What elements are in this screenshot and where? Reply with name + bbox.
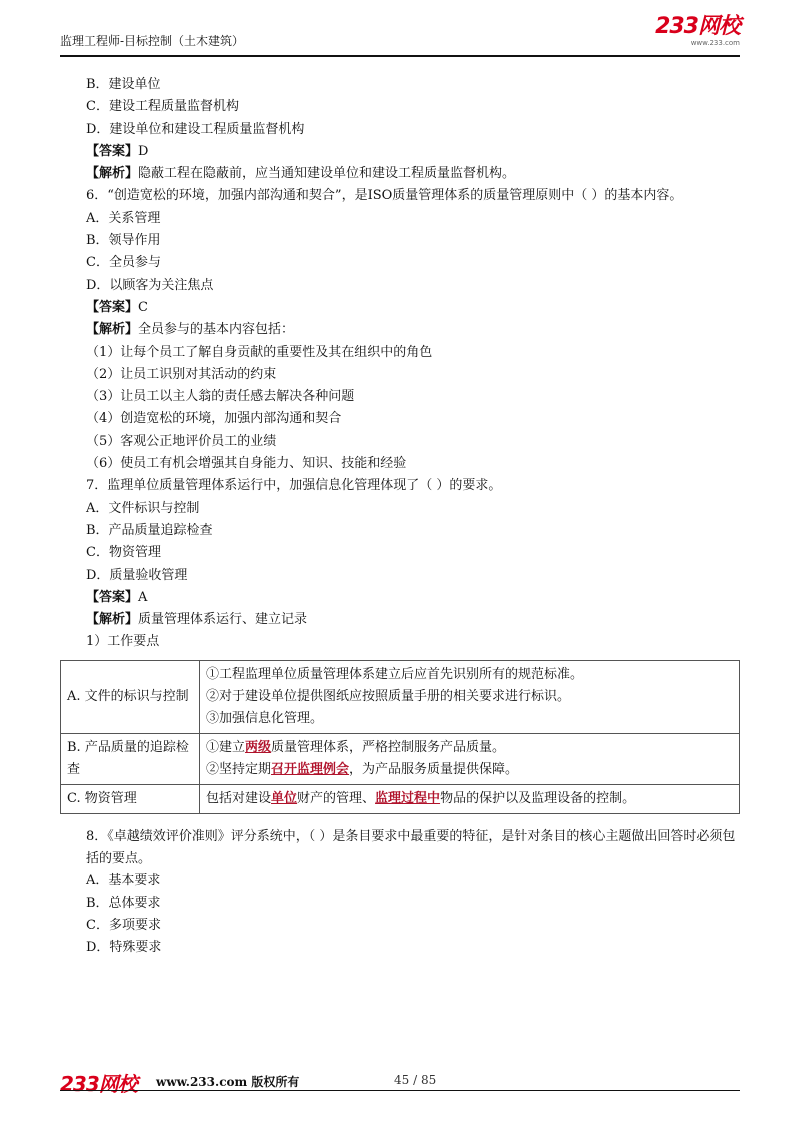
row-label: A. 文件的标识与控制 <box>61 660 200 733</box>
text-line: A．文件标识与控制 <box>86 500 200 516</box>
text-line: （6）使员工有机会增强其自身能力、知识、技能和经验 <box>86 456 407 472</box>
text-segment: 包括对建设 <box>206 790 272 806</box>
answer-text: 全员参与的基本内容包括： <box>138 322 295 338</box>
underlined-keyword: 两级 <box>245 739 272 755</box>
text-line: 7．监理单位质量管理体系运行中，加强信息化管理体现了（ ）的要求。 <box>86 478 502 494</box>
work-points-table <box>60 660 740 814</box>
answer-text: C <box>138 299 148 315</box>
logo-url: www.233.com <box>690 39 740 47</box>
page-header <box>60 16 740 52</box>
answer-line <box>60 297 740 319</box>
text-line: （4）创造宽松的环境，加强内部沟通和契合 <box>86 411 342 427</box>
text-segment: 财产的管理、 <box>297 790 376 806</box>
text-segment: ①建立 <box>206 739 246 755</box>
answer-line <box>60 163 740 185</box>
answer-line <box>60 319 740 341</box>
answer-label: 【解析】 <box>86 612 139 628</box>
table-row <box>61 733 740 784</box>
text-line: D．质量验收管理 <box>86 567 188 583</box>
row-item <box>206 759 733 781</box>
text-line: （1）让每个员工了解自身贡献的重要性及其在组织中的角色 <box>86 344 433 360</box>
underlined-keyword: 监理过程中 <box>375 790 441 806</box>
text-segment: 物品的保护以及监理设备的控制。 <box>440 790 636 806</box>
row-label: C. 物资管理 <box>61 784 200 813</box>
row-item <box>206 737 733 759</box>
text-line: B．建设单位 <box>86 77 161 92</box>
answer-text: 质量管理体系运行、建立记录 <box>138 612 308 628</box>
text-segment: 质量管理体系，严格控制服务产品质量。 <box>271 739 506 755</box>
text-segment: ②坚持定期 <box>206 761 272 777</box>
text-line: B．产品质量追踪检查 <box>86 522 213 538</box>
document-body <box>60 74 740 960</box>
text-line: （3）让员工以主人翁的责任感去解决各种问题 <box>86 389 355 405</box>
option-d: D．特殊要求 <box>86 940 162 956</box>
answer-line <box>60 587 740 609</box>
underlined-keyword: 召开监理例会 <box>271 761 350 777</box>
page-footer <box>60 1060 740 1100</box>
underlined-keyword: 单位 <box>271 790 298 806</box>
answer-label: 【解析】 <box>86 166 139 182</box>
row-content <box>200 784 740 813</box>
option-b: B．总体要求 <box>86 895 161 911</box>
table-row <box>61 784 740 813</box>
footer-logo: 233网校 <box>60 1072 137 1096</box>
text-segment: ，为产品服务质量提供保障。 <box>349 761 519 777</box>
row-label: B. 产品质量的追踪检查 <box>61 733 200 784</box>
row-content <box>200 660 740 733</box>
text-line: C．建设工程质量监督机构 <box>86 99 239 115</box>
answer-text: 隐蔽工程在隐蔽前，应当通知建设单位和建设工程质量监督机构。 <box>138 166 516 182</box>
text-line: B．领导作用 <box>86 233 161 249</box>
question-8: 8．《卓越绩效评价准则》评分系统中，（ ）是条目要求中最重要的特征，是针对条目的核心主题做出回答时必须包括的要点。 <box>86 828 736 867</box>
question-line: 6．“创造宽松的环境，加强内部沟通和契合”，是ISO质量管理体系的质量管理原则中（ ）的基本内容。 <box>86 188 683 204</box>
page-number: 45 / 85 <box>394 1073 437 1087</box>
answer-text: A <box>138 589 148 605</box>
answer-line <box>60 141 740 163</box>
answer-label: 【答案】 <box>86 589 139 605</box>
text-line: 1）工作要点 <box>86 634 160 650</box>
row-content <box>200 733 740 784</box>
copyright-text: www.233.com 版权所有 <box>156 1075 300 1089</box>
text-line: （5）客观公正地评价员工的业绩 <box>86 433 277 449</box>
text-line: C．全员参与 <box>86 255 161 271</box>
answer-label: 【解析】 <box>86 322 139 338</box>
row-item: ③加强信息化管理。 <box>206 710 324 726</box>
document-title: 监理工程师-目标控制（土木建筑） <box>60 34 245 48</box>
table-row <box>61 660 740 733</box>
answer-label: 【答案】 <box>86 143 139 159</box>
text-line: D．建设单位和建设工程质量监督机构 <box>86 121 305 137</box>
footer-divider <box>60 1090 740 1091</box>
text-line: （2）让员工识别对其活动的约束 <box>86 366 277 382</box>
logo-text: 233网校 <box>655 14 740 39</box>
answer-text: D <box>138 143 149 159</box>
text-lines <box>60 74 740 654</box>
row-item: ②对于建设单位提供图纸应按照质量手册的相关要求进行标识。 <box>206 688 571 704</box>
option-c: C．多项要求 <box>86 917 161 933</box>
option-a: A．基本要求 <box>86 873 161 889</box>
answer-label: 【答案】 <box>86 299 139 315</box>
header-divider <box>60 55 740 57</box>
text-line: D．以顾客为关注焦点 <box>86 277 214 293</box>
brand-logo <box>655 16 740 47</box>
text-line: C．物资管理 <box>86 545 161 561</box>
text-line: A．关系管理 <box>86 210 161 226</box>
answer-line <box>60 609 740 631</box>
row-item: ①工程监理单位质量管理体系建立后应首先识别所有的规范标准。 <box>206 666 584 682</box>
